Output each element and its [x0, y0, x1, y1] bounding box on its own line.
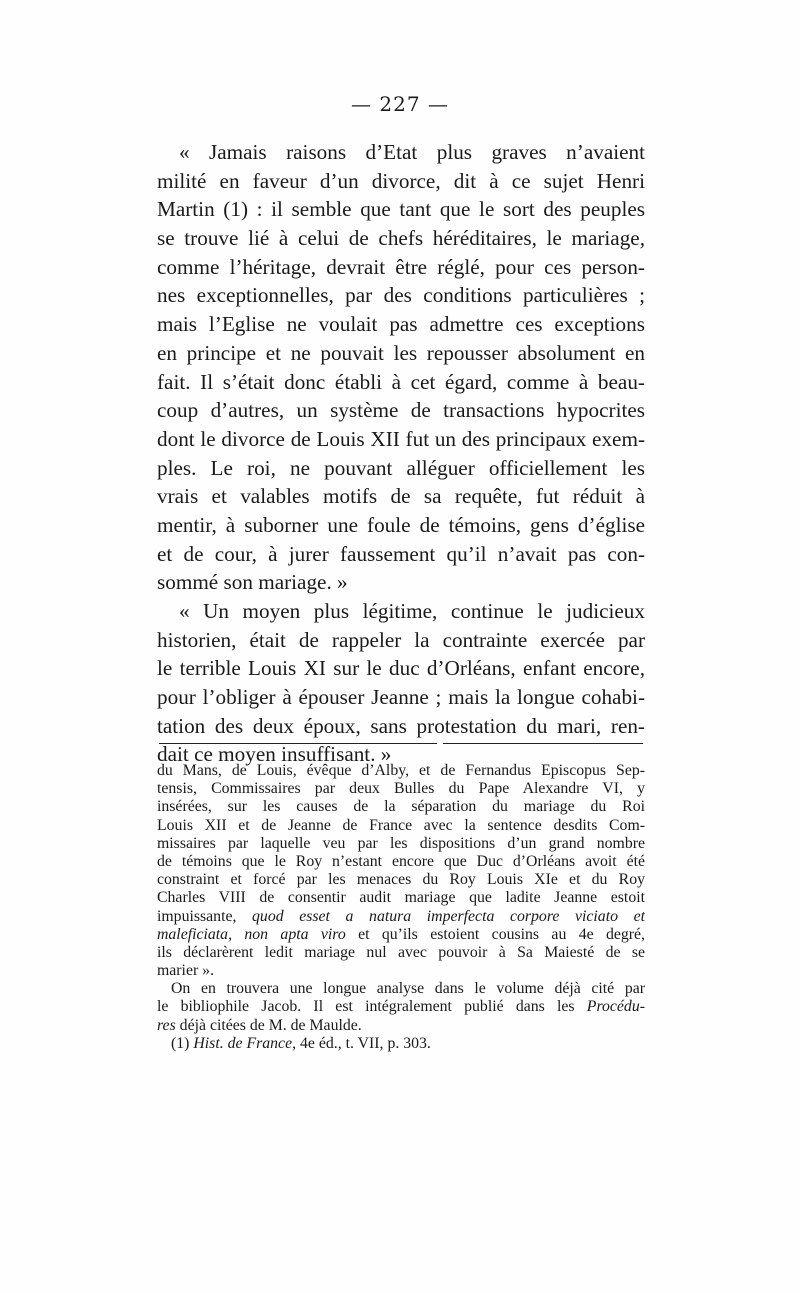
- text-line: sommé son mariage. »: [157, 570, 348, 595]
- text-line: dait ce moyen insuffisant. »: [157, 742, 392, 767]
- text-line: comme l’héritage, devrait être réglé, pour ces person-: [157, 254, 645, 279]
- text-line: en principe et ne pouvait les repousser absolument en: [157, 340, 645, 365]
- text-line: tation des deux époux, sans protestation du mari, ren-: [157, 713, 645, 738]
- latin-quote: quod esset a natura imperfecta corpore viciato et: [252, 907, 645, 925]
- book-title: res: [157, 1016, 176, 1034]
- text-line: se trouve lié à celui de chefs héréditaires, le mariage,: [157, 226, 645, 251]
- footnotes: [157, 762, 645, 1053]
- footnote-line: [157, 908, 645, 926]
- footnote-line: missaires par laquelle veu par les dispositions d’un grand nombre: [157, 834, 645, 852]
- footnote-second: [157, 980, 645, 1035]
- footnote-text: le bibliophile Jacob. Il est intégralement publié dans les: [157, 998, 587, 1016]
- footnote-text: impuissante,: [157, 907, 253, 925]
- text-line: et de cour, à jurer faussement qu’il n’avait pas con-: [157, 541, 645, 566]
- text-line: nes exceptionnelles, par des conditions particulières ;: [157, 283, 645, 308]
- book-title: Procédu-: [586, 998, 645, 1016]
- footnote-line: ils déclarèrent ledit mariage nul avec pouvoir à Sa Maiesté de se: [157, 943, 645, 961]
- paragraph-1: [157, 138, 645, 597]
- text-line: mais l’Eglise ne voulait pas admettre ces exceptions: [157, 312, 645, 337]
- latin-quote: maleficiata, non apta viro: [157, 925, 346, 943]
- text-line: « Jamais raisons d’Etat plus graves n’avaient: [179, 140, 645, 164]
- footnote-line: Louis XII et de Jeanne de France avec la sentence desdits Com-: [157, 816, 645, 834]
- footnote-line: [157, 998, 645, 1016]
- footnote-line: du Mans, de Louis, évêque d’Alby, et de Fernandus Episcopus Sep-: [157, 762, 645, 779]
- page-number: — 227 —: [351, 92, 449, 116]
- text-line: vrais et valables motifs de sa requête, fut réduit à: [157, 484, 645, 509]
- text-line: coup d’autres, un système de transactions hypocrites: [157, 398, 645, 423]
- footnote-line: On en trouvera une longue analyse dans le volume déjà cité par: [171, 980, 645, 998]
- footnote-text: et qu’ils estoient cousins au 4e degré,: [345, 925, 645, 943]
- footnote-line: [157, 926, 645, 944]
- text-line: « Un moyen plus légitime, continue le judicieux: [179, 599, 645, 623]
- footnote-line: Charles VIII de consentir audit mariage que ladite Jeanne estoit: [157, 889, 645, 907]
- footnote-line: [157, 1035, 645, 1053]
- footnote-rule-left: [159, 743, 437, 744]
- footnote-line: [157, 1017, 645, 1035]
- main-text: [157, 138, 645, 769]
- footnote-line: insérées, sur les causes de la séparation du mariage du Roi: [157, 798, 645, 816]
- text-line: pour l’obliger à épouser Jeanne ; mais la longue cohabi-: [157, 685, 645, 710]
- footnote-text: déjà citées de M. de Maulde.: [175, 1016, 362, 1034]
- text-line: dont le divorce de Louis XII fut un des principaux exem-: [157, 426, 645, 451]
- footnote-text: , 4e éd., t. VII, p. 303.: [292, 1034, 431, 1052]
- footnote-rule-right: [443, 743, 643, 744]
- text-line: mentir, à suborner une foule de témoins, gens d’église: [157, 512, 645, 537]
- text-line: ples. Le roi, ne pouvant alléguer officiellement les: [157, 455, 645, 480]
- text-line: le terrible Louis XI sur le duc d’Orléans, enfant encore,: [157, 656, 645, 681]
- text-line: milité en faveur d’un divorce, dit à ce sujet Henri: [157, 168, 645, 193]
- text-line: historien, était de rappeler la contrainte exercée par: [157, 627, 645, 652]
- footnote-marker: (1): [171, 1034, 194, 1052]
- footnote-line: marier ».: [157, 962, 215, 980]
- footnote-line: constraint et forcé par les menaces du Roy Louis XIe et du Roy: [157, 871, 645, 889]
- footnote-line: tensis, Commissaires par deux Bulles du Pape Alexandre VI, y: [157, 780, 645, 798]
- footnote-1: [157, 1035, 645, 1053]
- text-line: Martin (1) : il semble que tant que le sort des peuples: [157, 197, 645, 222]
- footnote-line: de témoins que le Roy n’estant encore que Duc d’Orléans avoit été: [157, 852, 645, 870]
- footnote-continued: [157, 762, 645, 980]
- book-title: Hist. de France: [193, 1034, 293, 1052]
- text-line: fait. Il s’était donc établi à cet égard, comme à beau-: [157, 369, 645, 394]
